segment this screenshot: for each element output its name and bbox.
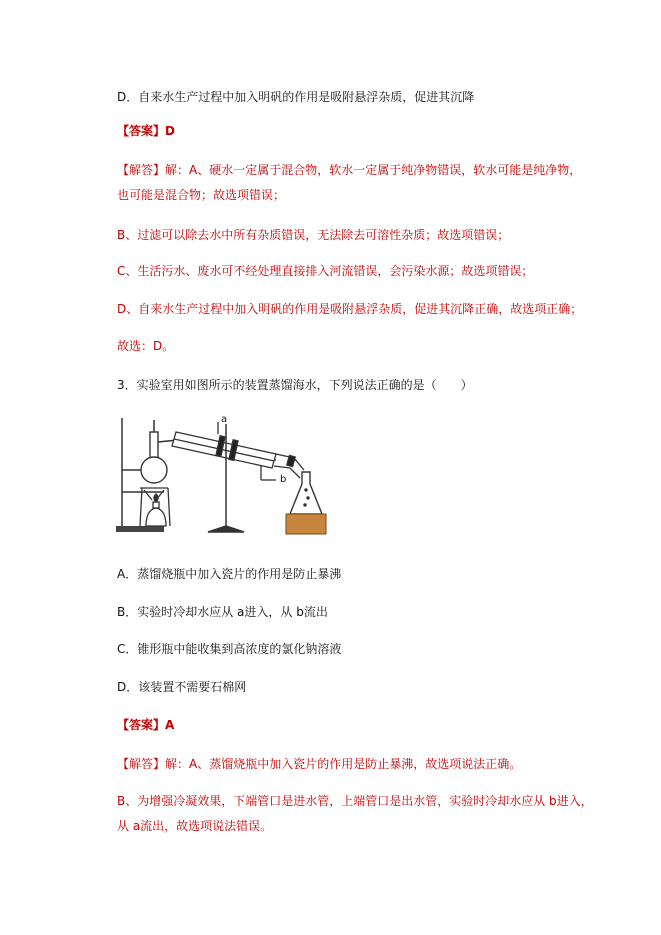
analysis-line: D、自来水生产过程中加入明矾的作用是吸附悬浮杂质，促进其沉降正确，故选项正确； [117, 302, 583, 316]
option-d: D．该装置不需要石棉网 [117, 680, 247, 694]
analysis-line: 【解答】解：A、蒸馏烧瓶中加入瓷片的作用是防止暴沸，故选项说法正确。 [117, 757, 522, 771]
condenser [172, 432, 276, 468]
option-d-text: D．自来水生产过程中加入明矾的作用是吸附悬浮杂质，促进其沉降 [117, 90, 475, 104]
analysis-line: 故选：D。 [117, 339, 175, 353]
option-c: C．锥形瓶中能收集到高浓度的氯化钠溶液 [117, 642, 342, 656]
distillation-apparatus-figure [116, 410, 328, 540]
answer-label: 【答案】D [117, 124, 175, 138]
question-stem: 3．实验室用如图所示的装置蒸馏海水，下列说法正确的是（ ） [117, 378, 473, 392]
analysis-line: 【解答】解：A、硬水一定属于混合物，软水一定属于纯净物错误，软水可能是纯净物， [117, 163, 582, 177]
analysis-line: C、生活污水、废水可不经处理直接排入河流错误，会污染水源；故选项错误； [117, 264, 534, 278]
alcohol-lamp [146, 494, 166, 526]
label-b: b [280, 474, 287, 485]
distilling-flask [141, 432, 178, 483]
option-a: A．蒸馏烧瓶中加入瓷片的作用是防止暴沸 [117, 567, 342, 581]
analysis-line: 从 a流出，故选项说法错误。 [117, 819, 273, 833]
wooden-block [286, 514, 326, 534]
adapter [274, 454, 304, 478]
analysis-line: B、过滤可以除去水中所有杂质错误，无法除去可溶性杂质；故选项错误； [117, 228, 510, 242]
label-a: a [221, 414, 228, 425]
answer-label: 【答案】A [117, 718, 175, 732]
analysis-line: 也可能是混合物；故选项错误； [117, 188, 286, 202]
option-b: B．实验时冷却水应从 a进入，从 b流出 [117, 605, 328, 619]
analysis-line: B、为增强冷凝效果，下端管口是进水管，上端管口是出水管，实验时冷却水应从 b进入， [117, 794, 593, 808]
conical-flask [290, 472, 322, 514]
